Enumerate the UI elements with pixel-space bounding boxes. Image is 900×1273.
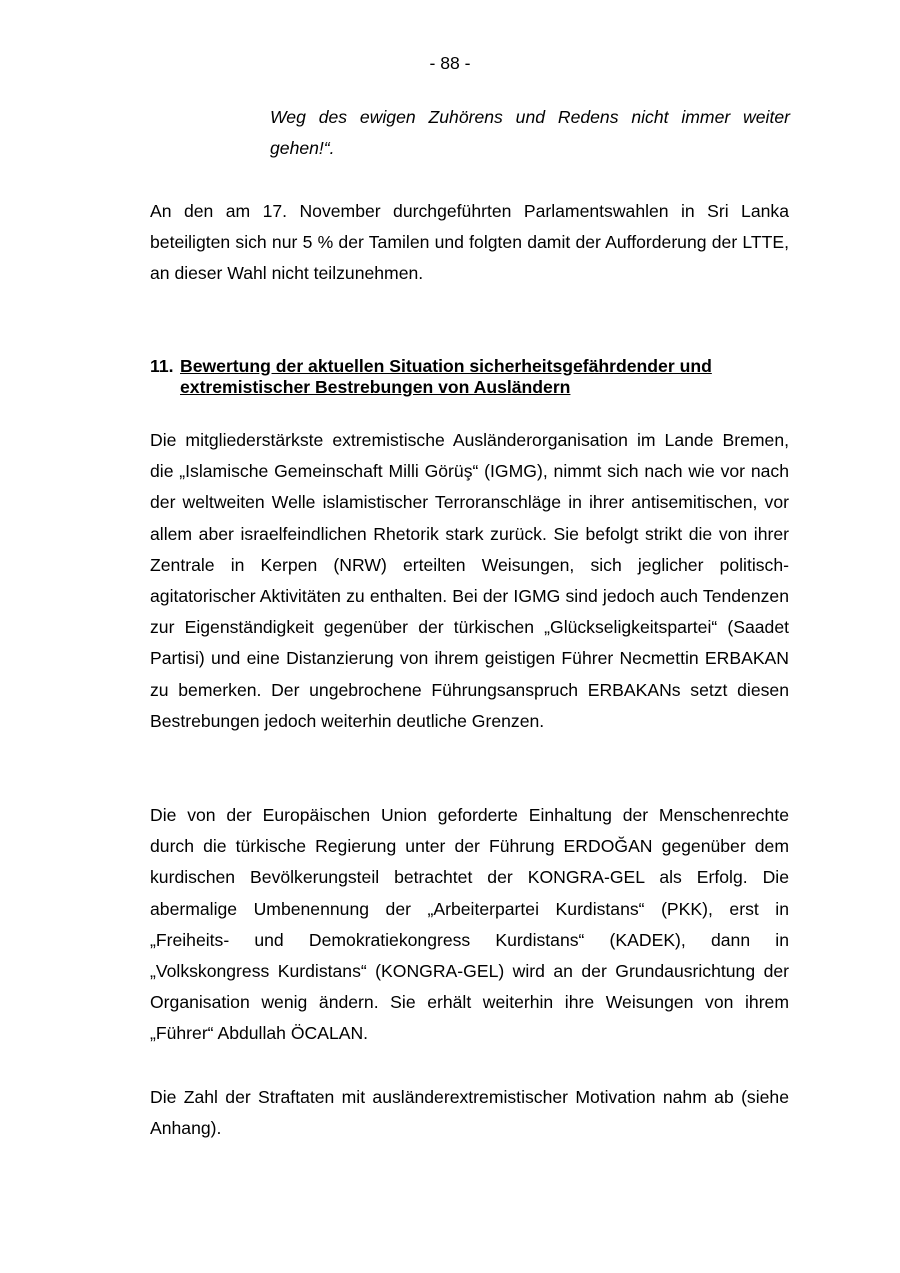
paragraph-kongra-gel: Die von der Europäischen Union geforderte Einhaltung der Menschenrechte durch die türkische Regierung unter der Führung ERDOĞAN gegenüber dem kurdischen Bevölkerungsteil betrachtet der KONGRA-GEL als Erfolg. Die abermalige Umbenennung der „Arbeiterpartei Kurdistans“ (PKK), erst in „Freiheits- und Demokratiekongress Kurdistans“ (KADEK), dann in „Volkskongress Kurdistans“ (KONGRA-GEL) wird an der Grundausrichtung der Organisation wenig ändern. Sie erhält weiterhin ihre Weisungen von ihrem „Führer“ Abdullah ÖCALAN.: [150, 805, 789, 1044]
quote-text: Weg des ewigen Zuhörens und Redens nicht immer weiter gehen!“.: [270, 107, 790, 159]
page-number: - 88 -: [429, 53, 471, 73]
paragraph-igmg: Die mitgliederstärkste extremistische Ausländerorganisation im Lande Bremen, die „Islamische Gemeinschaft Milli Görüş“ (IGMG), nimmt sich nach wie vor nach der weltweiten Welle islamistischer Terroranschläge in ihrer antisemitischen, vor allem aber israelfeindlichen Rhetorik stark zurück. Sie befolgt strikt die von ihrer Zentrale in Kerpen (NRW) erteilten Weisungen, sich jeglicher politisch-agitatorischer Aktivitäten zu enthalten. Bei der IGMG sind jedoch auch Tendenzen zur Eigenständigkeit gegenüber der türkischen „Glückseligkeitspartei“ (Saadet Partisi) und eine Distanzierung von ihrem geistigen Führer Necmettin ERBAKAN zu bemerken. Der ungebrochene Führungsanspruch ERBAKANs setzt diesen Bestrebungen jedoch weiterhin deutliche Grenzen.: [150, 430, 789, 731]
paragraph-sri-lanka: An den am 17. November durchgeführten Parlamentswahlen in Sri Lanka beteiligten sich nur 5 % der Tamilen und folgten damit der Aufforderung der LTTE, an dieser Wahl nicht teilzunehmen.: [150, 201, 789, 284]
section-title: Bewertung der aktuellen Situation sicherheitsgefährdender und extremistischer Bestrebungen von Ausländern: [180, 356, 712, 397]
paragraph-straftaten: Die Zahl der Straftaten mit ausländerextremistischer Motivation nahm ab (siehe Anhang).: [150, 1087, 789, 1139]
section-number: 11.: [150, 356, 174, 376]
